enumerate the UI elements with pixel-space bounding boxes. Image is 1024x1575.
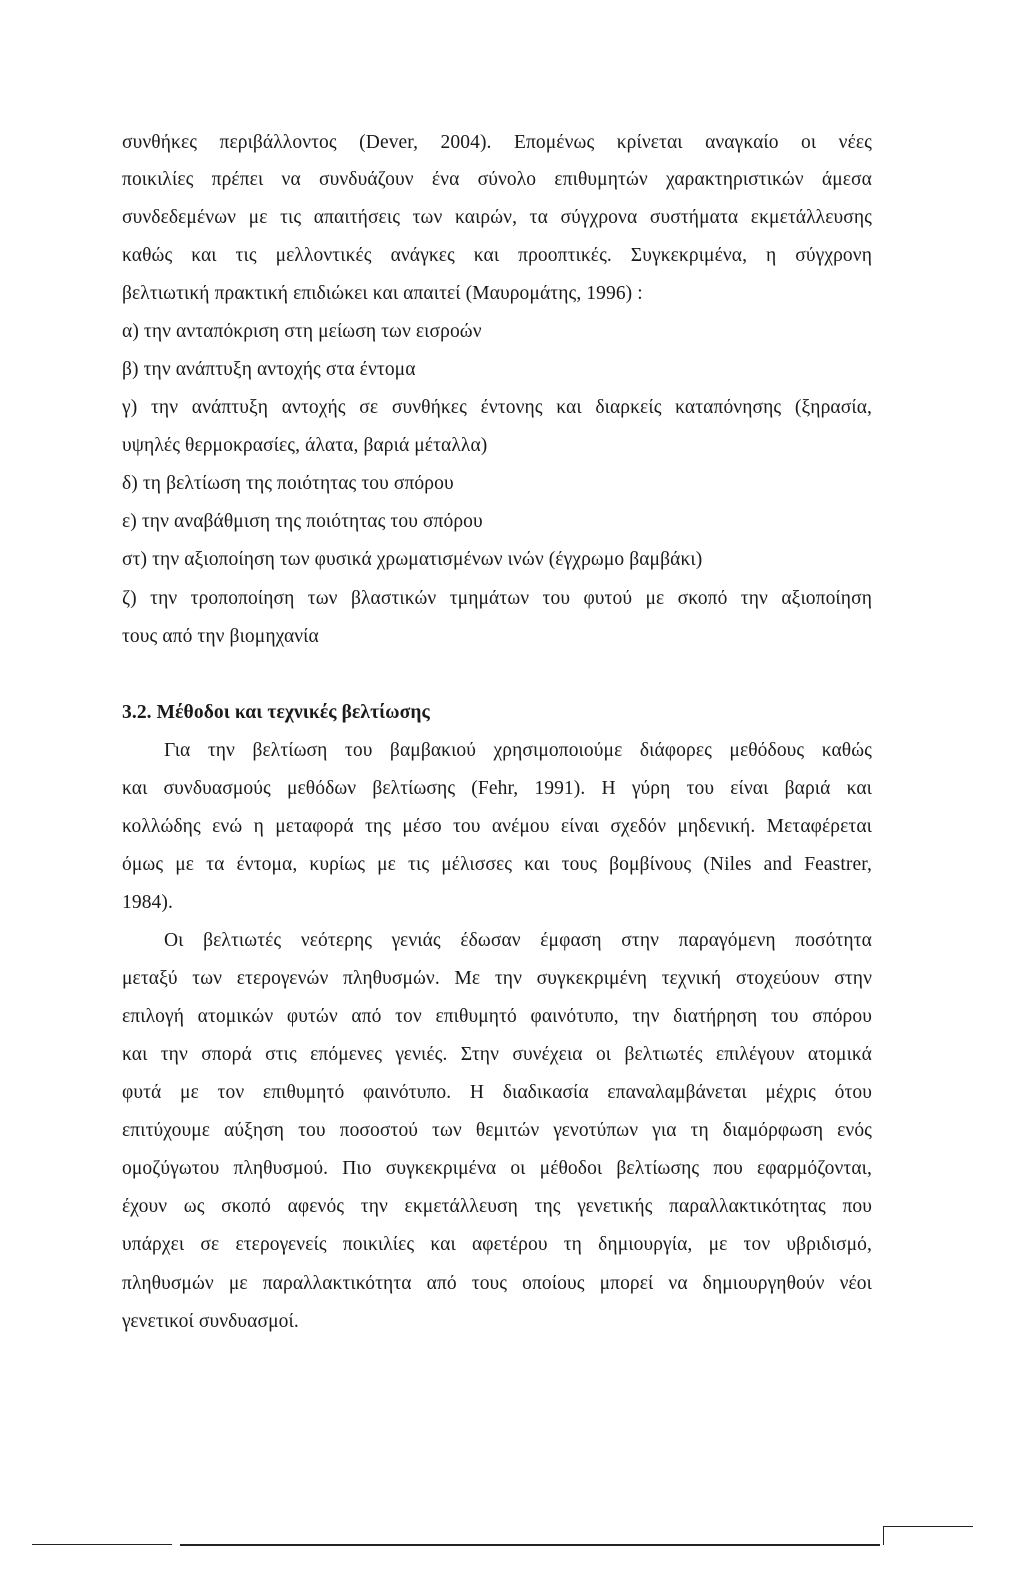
paragraph-3-line-11: γενετικοί συνδυασμοί.: [122, 1311, 299, 1332]
list-item-c: γ) την ανάπτυξη αντοχής σε συνθήκες έντονης και διαρκείς καταπόνησης (ξηρασία,: [122, 397, 872, 418]
list-item-st: στ) την αξιοποίηση των φυσικά χρωματισμένων ινών (έγχρωμο βαμβάκι): [122, 549, 703, 570]
paragraph-2-line-1: Για την βελτίωση του βαμβακιού χρησιμοποιούμε διάφορες μεθόδους καθώς: [164, 740, 872, 761]
paragraph-1-line-3: συνδεδεμένων με τις απαιτήσεις των καιρών, τα σύγχρονα συστήματα εκμετάλλευσης: [122, 207, 872, 228]
paragraph-1-line-5: βελτιωτική πρακτική επιδιώκει και απαιτεί (Μαυρομάτης, 1996) :: [122, 283, 643, 304]
paragraph-3-line-8: έχουν ως σκοπό αφενός την εκμετάλλευση της γενετικής παραλλακτικότητας που: [122, 1196, 872, 1217]
list-item-a: α) την ανταπόκριση στη μείωση των εισροών: [122, 321, 482, 342]
paragraph-3-line-10: πληθυσμών με παραλλακτικότητα από τους οποίους μπορεί να δημιουργηθούν νέοι: [122, 1273, 872, 1294]
section-heading: 3.2. Μέθοδοι και τεχνικές βελτίωσης: [122, 702, 430, 723]
paragraph-3-line-5: φυτά με τον επιθυμητό φαινότυπο. Η διαδικασία επαναλαμβάνεται μέχρις ότου: [122, 1082, 872, 1103]
paragraph-2-line-4: όμως με τα έντομα, κυρίως με τις μέλισσες και τους βομβίνους (Niles and Feastrer,: [122, 854, 872, 875]
footer-rule-main: [180, 1544, 880, 1546]
paragraph-2-line-5: 1984).: [122, 892, 173, 913]
list-item-e: ε) την αναβάθμιση της ποιότητας του σπόρου: [122, 511, 483, 532]
paragraph-1-line-4: καθώς και τις μελλοντικές ανάγκες και προοπτικές. Συγκεκριμένα, η σύγχρονη: [122, 245, 872, 266]
list-item-c-continued: υψηλές θερμοκρασίες, άλατα, βαριά μέταλλα): [122, 435, 488, 456]
footer-rule-tick: [883, 1526, 884, 1545]
paragraph-1-line-2: ποικιλίες πρέπει να συνδυάζουν ένα σύνολο επιθυμητών χαρακτηριστικών άμεσα: [122, 169, 872, 190]
list-item-z-continued: τους από την βιομηχανία: [122, 626, 319, 647]
paragraph-1-line-1: συνθήκες περιβάλλοντος (Dever, 2004). Επομένως κρίνεται αναγκαίο οι νέες: [122, 132, 872, 153]
list-item-d: δ) τη βελτίωση της ποιότητας του σπόρου: [122, 473, 454, 494]
paragraph-2-line-2: και συνδυασμούς μεθόδων βελτίωσης (Fehr, 1991). Η γύρη του είναι βαριά και: [122, 778, 872, 799]
paragraph-3-line-3: επιλογή ατομικών φυτών από τον επιθυμητό φαινότυπο, την διατήρηση του σπόρου: [122, 1006, 872, 1027]
paragraph-3-line-1: Οι βελτιωτές νεότερης γενιάς έδωσαν έμφαση στην παραγόμενη ποσότητα: [164, 930, 872, 951]
paragraph-2-line-3: κολλώδης ενώ η μεταφορά της μέσο του ανέμου είναι σχεδόν μηδενική. Μεταφέρεται: [122, 816, 872, 837]
paragraph-3-line-9: υπάρχει σε ετερογενείς ποικιλίες και αφετέρου τη δημιουργία, με τον υβριδισμό,: [122, 1234, 872, 1255]
paragraph-3-line-2: μεταξύ των ετερογενών πληθυσμών. Με την συγκεκριμένη τεχνική στοχεύουν στην: [122, 968, 872, 989]
paragraph-3-line-4: και την σπορά στις επόμενες γενιές. Στην συνέχεια οι βελτιωτές επιλέγουν ατομικά: [122, 1044, 872, 1065]
paragraph-3-line-7: ομοζύγωτου πληθυσμού. Πιο συγκεκριμένα οι μέθοδοι βελτίωσης που εφαρμόζονται,: [122, 1158, 872, 1179]
list-item-b: β) την ανάπτυξη αντοχής στα έντομα: [122, 359, 416, 380]
footer-rule-right: [883, 1526, 973, 1527]
footer-rule-left: [32, 1544, 172, 1545]
paragraph-3-line-6: επιτύχουμε αύξηση του ποσοστού των θεμιτών γενοτύπων για τη διαμόρφωση ενός: [122, 1120, 872, 1141]
list-item-z: ζ) την τροποποίηση των βλαστικών τμημάτων του φυτού με σκοπό την αξιοποίηση: [122, 588, 872, 609]
